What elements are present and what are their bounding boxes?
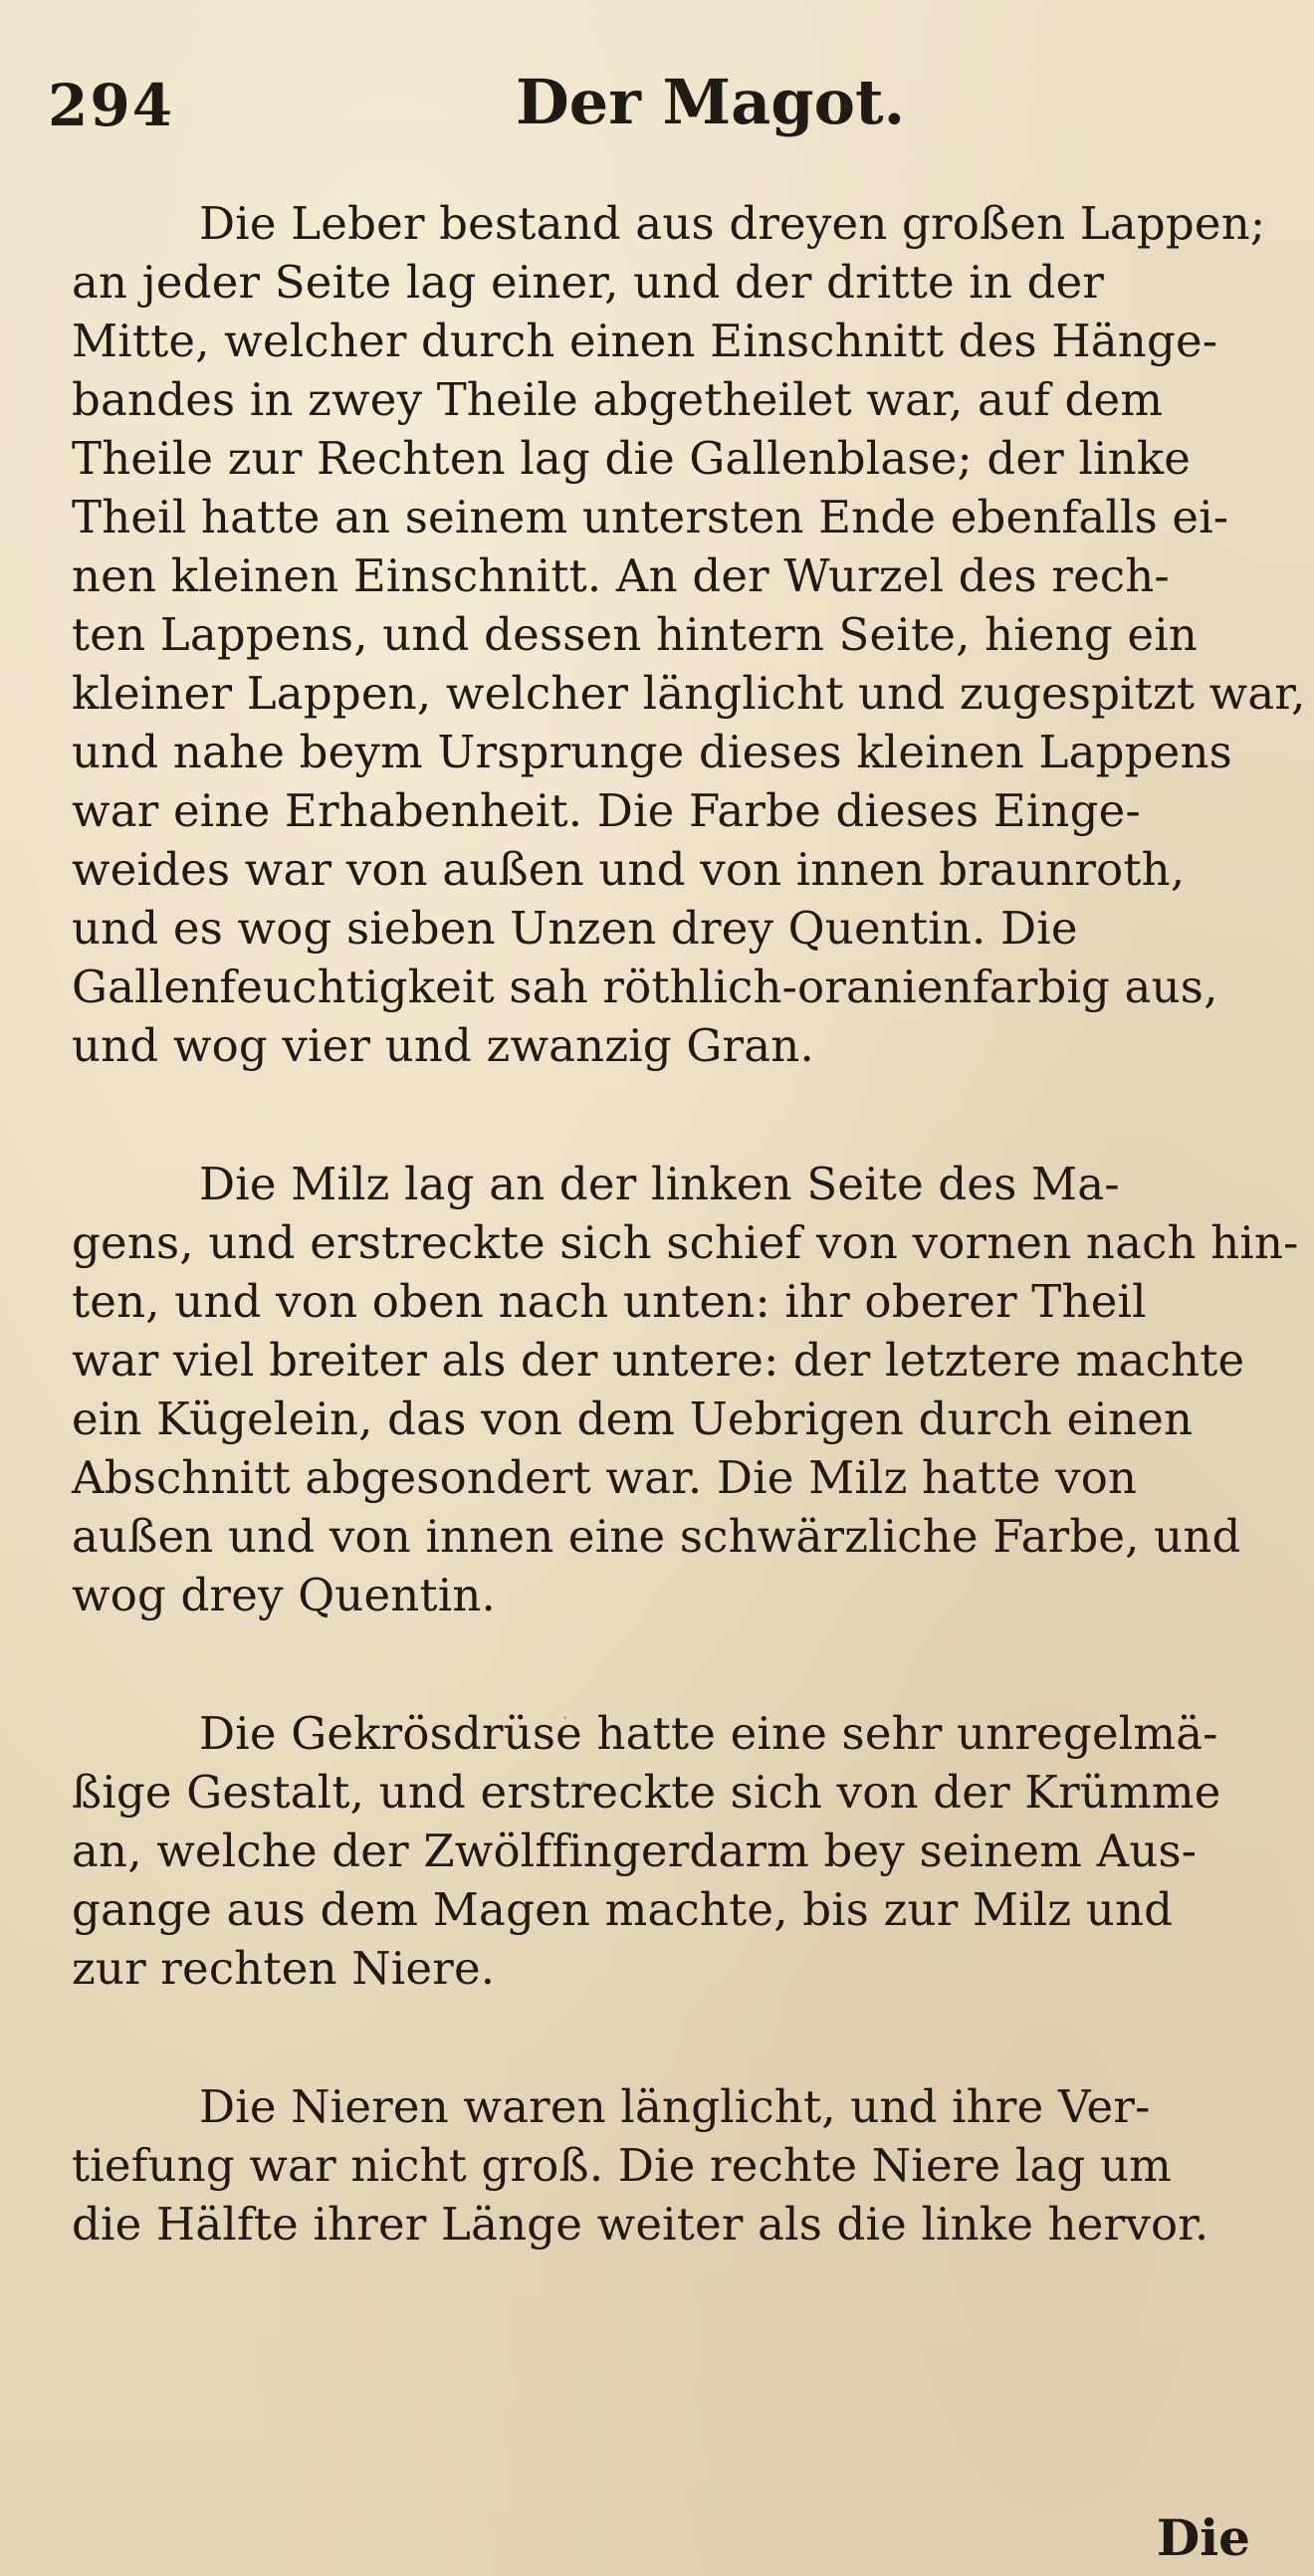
text-line: zur rechten Niere. — [72, 1942, 496, 1995]
text-line: ßige Gestalt, und erstreckte sich von der Krümme — [72, 1766, 1221, 1819]
text-line: wog drey Quentin. — [72, 1569, 497, 1621]
text-line: ten, und von oben nach unten: ihr oberer Theil — [72, 1275, 1147, 1328]
text-line: die Hälfte ihrer Länge weiter als die linke hervor. — [72, 2198, 1209, 2251]
text-line: Abschnitt abgesondert war. Die Milz hatte von — [72, 1451, 1138, 1504]
text-line: und es wog sieben Unzen drey Quentin. Die — [72, 902, 1078, 955]
text-line: Die Leber bestand aus dreyen großen Lappen; — [199, 197, 1266, 250]
text-line: außen und von innen eine schwärzliche Farbe, und — [72, 1510, 1241, 1563]
text-line: kleiner Lappen, welcher länglicht und zugespitzt war, — [72, 667, 1306, 720]
text-line: Die Milz lag an der linken Seite des Ma- — [199, 1158, 1120, 1210]
text-line: war viel breiter als der untere: der letztere machte — [72, 1334, 1245, 1387]
text-line: Mitte, welcher durch einen Einschnitt des Hänge- — [72, 315, 1218, 367]
text-line: Theile zur Rechten lag die Gallenblase; der linke — [72, 432, 1192, 485]
text-line: gange aus dem Magen machte, bis zur Milz und — [72, 1883, 1174, 1936]
text-line: gens, und erstreckte sich schief von vornen nach hin- — [72, 1216, 1299, 1269]
paper-speck — [563, 1716, 566, 1719]
text-line: Die Nieren waren länglicht, und ihre Ver- — [199, 2080, 1151, 2133]
text-line: Theil hatte an seinem untersten Ende ebenfalls ei- — [72, 491, 1229, 543]
body-text — [72, 194, 1306, 2254]
text-line: Gallenfeuchtigkeit sah röthlich-oranienfarbig aus, — [72, 961, 1218, 1013]
text-line: an jeder Seite lag einer, und der dritte in der — [72, 256, 1105, 309]
text-line: war eine Erhabenheit. Die Farbe dieses Einge- — [72, 784, 1141, 837]
catchword: Die — [1156, 2508, 1250, 2567]
paper-speck — [581, 1782, 586, 1787]
running-head: Der Magot. — [516, 66, 906, 138]
paragraph-pancreas — [72, 1704, 1286, 1998]
text-line: ten Lappens, und dessen hintern Seite, hieng ein — [72, 608, 1198, 661]
text-line: und nahe beym Ursprunge dieses kleinen Lappens — [72, 726, 1232, 778]
paragraph-spleen — [72, 1155, 1299, 1624]
text-line: und wog vier und zwanzig Gran. — [72, 1019, 814, 1072]
text-line: Die Gekrösdrüse hatte eine sehr unregelmä- — [199, 1707, 1218, 1760]
paragraph-kidneys — [72, 2077, 1286, 2254]
text-line: bandes in zwey Theile abgetheilet war, auf dem — [72, 373, 1164, 426]
paper-speck — [844, 105, 848, 108]
text-line: tiefung war nicht groß. Die rechte Niere lag um — [72, 2139, 1173, 2192]
page-number: 294 — [48, 72, 175, 139]
text-line: weides war von außen und von innen braunroth, — [72, 843, 1186, 896]
text-line: ein Kügelein, das von dem Uebrigen durch einen — [72, 1393, 1194, 1445]
text-line: nen kleinen Einschnitt. An der Wurzel des rech- — [72, 549, 1170, 602]
paragraph-liver — [72, 194, 1306, 1075]
page-header — [48, 62, 1272, 151]
text-line: an, welche der Zwölffingerdarm bey seinem Aus- — [72, 1825, 1198, 1877]
paper-speck — [1183, 2228, 1187, 2232]
